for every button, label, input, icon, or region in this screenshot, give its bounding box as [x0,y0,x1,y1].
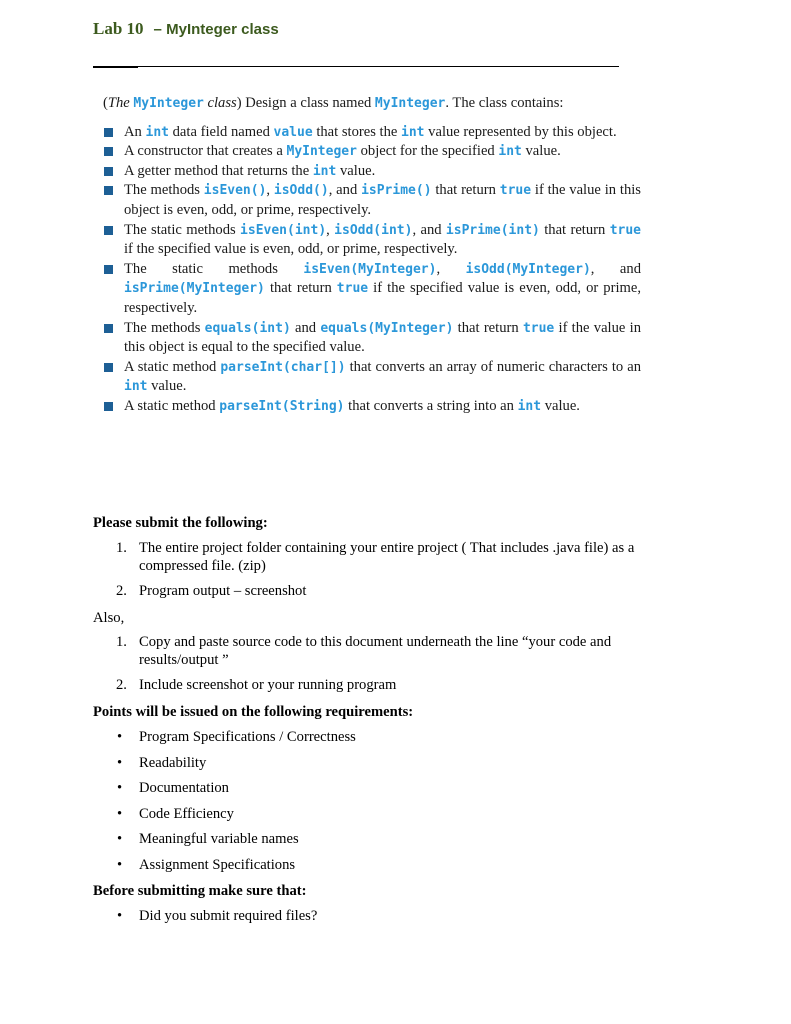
text-run: that converts an array of numeric characters to an [345,358,641,375]
text-run: , [436,260,466,277]
text-run: . The class contains: [445,95,564,111]
code-token: MyInteger [286,144,357,160]
requirement-item [103,142,641,162]
text-run: object for the specified [356,143,499,160]
text-run: , and [328,182,362,199]
code-token: MyInteger [133,96,204,111]
code-token: isOdd(MyInteger) [465,261,591,277]
text-run: The static methods [124,260,304,277]
points-list [93,729,693,883]
submit-heading: Please submit the following: [93,515,268,531]
square-bullet-icon [104,363,113,372]
lab-heading [93,19,279,39]
list-item: • Meaningful variable names [117,831,299,848]
code-token: int [498,144,522,160]
square-bullet-icon [104,265,113,274]
italic-text: The [107,95,134,111]
list-item: 1. The entire project folder containing your entire project ( That includes .java file) as a compressed file. (zip) [116,540,635,574]
text-run: if the value in this object is even, odd, or prime, respectively. [124,182,641,218]
square-bullet-icon [104,186,113,195]
code-token: int [124,379,148,395]
text-run: value. [541,397,580,414]
text-run: A static method [124,397,220,414]
requirement-item [103,221,641,260]
requirement-item [103,181,641,220]
code-token: int [517,398,542,414]
rule-accent [93,66,138,68]
code-token: isEven(MyInteger) [303,261,437,277]
text-run: that converts a string into an [344,397,518,414]
text-run: value represented by this object. [424,123,617,140]
text-run: if the specified value is even, odd, or prime, respectively. [124,280,641,316]
text-run: The methods [124,182,204,199]
text-run: ( [103,95,108,111]
also-list [93,634,693,695]
code-token: parseInt(String) [219,398,345,414]
list-item: • Assignment Specifications [117,856,296,873]
text-run: , and [590,260,641,277]
square-bullet-icon [104,226,113,235]
lab-number: Lab 10 [93,19,144,38]
requirement-item [103,123,641,143]
text-run: An [124,123,146,140]
code-token: true [609,222,641,238]
square-bullet-icon [104,324,113,333]
text-run: and [290,319,321,336]
code-token: equals(MyInteger) [320,320,454,336]
text-run: that return [539,221,610,238]
text-run: The static methods [124,221,241,238]
text-run: that stores the [312,123,402,140]
square-bullet-icon [104,167,113,176]
square-bullet-icon [104,147,113,156]
list-item: • Code Efficiency [117,805,234,822]
before-heading: Before submitting make sure that: [93,883,307,899]
code-token: isPrime(MyInteger) [124,281,265,297]
code-token: isEven() [203,183,267,199]
text-run: A static method [124,358,221,375]
list-item: • Program Specifications / Correctness [117,729,356,745]
requirement-item [103,260,641,319]
text-run: value. [147,378,187,395]
list-item: • Readability [117,754,207,771]
code-token: isOdd() [273,183,329,199]
before-list [93,908,693,934]
code-token: int [145,124,169,140]
list-item: 2. Program output – screenshot [116,583,307,599]
code-token: parseInt(char[]) [220,359,346,375]
also-heading: Also, [93,610,125,626]
code-token: isOdd(int) [334,222,413,238]
code-token: equals(int) [204,320,291,336]
textbook-excerpt [103,94,641,417]
requirement-item [103,358,641,397]
square-bullet-icon [104,128,113,137]
text-run: that return [264,280,337,297]
italic-text: class [203,95,237,111]
code-token: value [273,124,313,140]
code-token: int [401,124,425,140]
code-token: true [499,183,532,199]
requirement-item [103,162,641,182]
code-token: isEven(int) [240,222,327,238]
text-run: that return [431,182,500,199]
heading-dash: – [153,21,162,38]
code-token: int [312,163,337,179]
list-item: 1. Copy and paste source code to this document underneath the line “your code and results/output ” [116,634,612,668]
text-run: if the specified value is even, odd, or prime, respectively. [124,241,458,258]
code-token: MyInteger [374,96,446,111]
text-run: The methods [124,319,205,336]
code-token: true [522,320,555,336]
list-item: 2. Include screenshot or your running program [116,677,397,693]
text-run: if the value in this object is equal to the specified value. [124,319,641,356]
list-item: • Documentation [117,780,229,797]
text-run: value. [521,143,561,160]
text-run: , [266,182,274,199]
horizontal-rule [93,66,619,67]
excerpt-intro [103,94,641,114]
text-run: ) Design a class named [236,95,375,111]
list-item: • Did you submit required files? [117,908,318,924]
requirement-item [103,397,641,417]
submit-list [93,540,693,601]
code-token: true [336,281,369,297]
requirements-list [103,123,641,417]
code-token: isPrime() [361,183,432,199]
text-run: A getter method that returns the [124,162,313,179]
lab-class-name: MyInteger class [166,21,279,38]
requirement-item [103,319,641,358]
points-heading: Points will be issued on the following requirements: [93,704,414,720]
text-run: value. [336,162,376,179]
square-bullet-icon [104,402,113,411]
text-run: A constructor that creates a [124,143,287,160]
text-run: data field named [168,123,274,140]
text-run: , [326,221,335,238]
text-run: , and [412,221,446,238]
code-token: isPrime(int) [445,222,540,238]
text-run: that return [453,319,523,336]
